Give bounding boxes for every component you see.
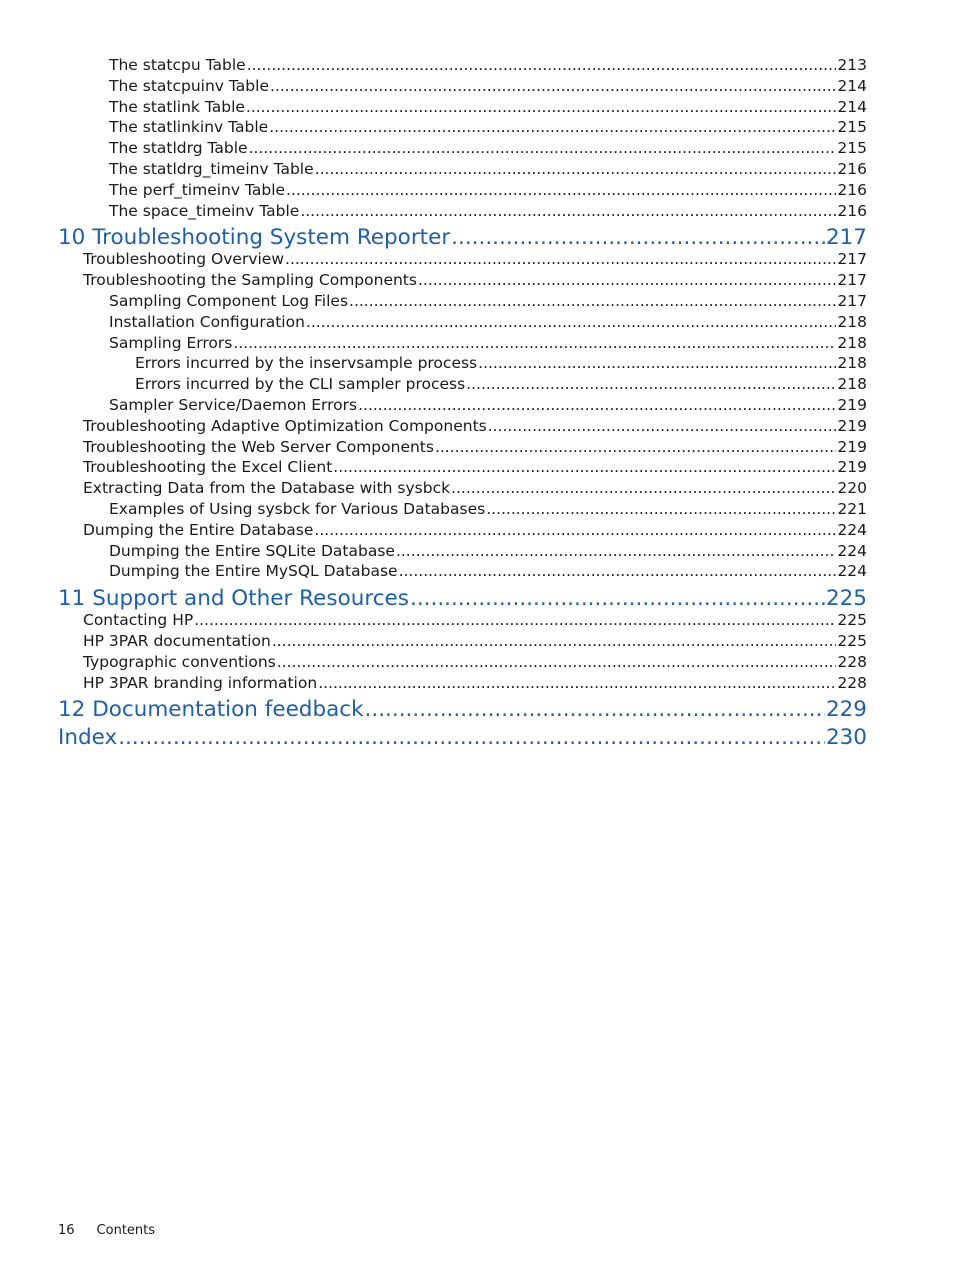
toc-entry[interactable] <box>0 500 954 521</box>
toc-entry[interactable] <box>0 611 954 632</box>
toc-entry-page: 218 <box>837 354 867 373</box>
toc-leader-dots <box>358 396 836 414</box>
toc-entry[interactable] <box>0 438 954 459</box>
table-of-contents <box>0 56 954 750</box>
toc-leader-dots <box>396 542 836 560</box>
toc-leader-dots <box>435 438 836 456</box>
toc-entry-page: 218 <box>837 312 867 331</box>
toc-leader-dots <box>349 292 836 310</box>
toc-leader-dots <box>249 139 837 157</box>
toc-entry-title: The statcpu Table <box>109 56 246 74</box>
toc-entry[interactable] <box>0 396 954 417</box>
toc-entry-page: 219 <box>837 437 867 456</box>
toc-leader-dots <box>365 697 825 722</box>
toc-entry-title: Dumping the Entire Database <box>83 520 314 539</box>
toc-entry[interactable] <box>0 181 954 202</box>
toc-entry[interactable] <box>0 479 954 500</box>
toc-entry-page: 216 <box>837 201 867 220</box>
toc-entry-title: HP 3PAR documentation <box>83 631 271 650</box>
toc-entry[interactable] <box>0 674 954 695</box>
toc-entry-title: Troubleshooting Overview <box>83 250 285 269</box>
toc-entry-page: 230 <box>825 725 867 751</box>
toc-entry-page: 214 <box>837 97 867 116</box>
toc-entry-page: 216 <box>837 159 867 178</box>
toc-entry[interactable] <box>0 375 954 396</box>
toc-leader-dots <box>418 271 836 289</box>
toc-entry[interactable] <box>0 562 954 583</box>
toc-entry-page: 214 <box>837 76 867 95</box>
toc-leader-dots <box>399 562 837 580</box>
toc-leader-dots <box>277 653 837 671</box>
toc-entry-title: The statlinkinv Table <box>109 118 269 137</box>
toc-entry-page: 228 <box>837 673 867 692</box>
toc-entry-title: Index <box>58 725 118 751</box>
toc-entry[interactable] <box>0 98 954 119</box>
toc-leader-dots <box>194 611 836 629</box>
toc-entry-page: 215 <box>837 139 867 158</box>
toc-entry-title: The statlink Table <box>109 97 245 116</box>
toc-leader-dots <box>451 479 836 497</box>
toc-entry-title: 12 Documentation feedback <box>58 697 364 723</box>
page-footer <box>58 1223 155 1238</box>
toc-entry-page: 225 <box>837 611 867 630</box>
toc-entry[interactable] <box>0 521 954 542</box>
toc-entry-title: Sampler Service/Daemon Errors <box>109 395 358 414</box>
toc-entry-page: 229 <box>825 697 867 723</box>
toc-entry-title: Troubleshooting Adaptive Optimization Components <box>83 416 487 435</box>
toc-entry-page: 224 <box>837 562 867 581</box>
toc-leader-dots <box>246 98 837 116</box>
toc-entry-title: Troubleshooting the Sampling Components <box>83 271 417 290</box>
toc-entry[interactable] <box>0 334 954 355</box>
toc-entry[interactable] <box>0 250 954 271</box>
toc-entry-title: Typographic conventions <box>83 652 276 671</box>
toc-leader-dots <box>315 160 837 178</box>
toc-leader-dots <box>451 225 825 250</box>
toc-entry[interactable] <box>0 139 954 160</box>
toc-entry-page: 217 <box>825 225 867 251</box>
toc-entry-title: Installation Configuration <box>109 312 305 331</box>
toc-entry[interactable] <box>0 542 954 563</box>
toc-leader-dots <box>478 354 836 372</box>
toc-entry-page: 216 <box>837 180 867 199</box>
toc-chapter-entry[interactable] <box>0 692 954 722</box>
footer-page-number: 16 <box>58 1223 75 1238</box>
toc-leader-dots <box>272 632 837 650</box>
toc-entry-page: 224 <box>837 520 867 539</box>
toc-entry-page: 225 <box>825 586 867 612</box>
toc-entry[interactable] <box>0 354 954 375</box>
toc-entry-title: Sampling Errors <box>109 333 233 352</box>
footer-section-title: Contents <box>96 1223 156 1238</box>
toc-entry-page: 225 <box>837 631 867 650</box>
toc-entry-title: Errors incurred by the inservsample process <box>135 354 478 373</box>
toc-entry-title: The perf_timeinv Table <box>109 180 286 199</box>
toc-chapter-entry[interactable] <box>0 581 954 611</box>
toc-leader-dots <box>270 77 836 95</box>
toc-entry-page: 218 <box>837 333 867 352</box>
toc-chapter-entry[interactable] <box>0 220 954 250</box>
toc-entry-title: 10 Troubleshooting System Reporter <box>58 225 451 251</box>
toc-leader-dots <box>318 674 836 692</box>
toc-entry[interactable] <box>0 417 954 438</box>
toc-entry-title: Extracting Data from the Database with sysbck <box>83 479 451 498</box>
toc-leader-dots <box>118 725 825 750</box>
toc-entry-title: Contacting HP <box>83 611 194 630</box>
toc-entry-title: Dumping the Entire MySQL Database <box>109 562 398 581</box>
toc-entry-title: Examples of Using sysbck for Various Databases <box>109 499 486 518</box>
toc-entry-title: Troubleshooting the Web Server Components <box>83 437 434 456</box>
toc-leader-dots <box>333 458 836 476</box>
toc-leader-dots <box>247 56 837 74</box>
toc-leader-dots <box>410 586 825 611</box>
toc-entry[interactable] <box>0 118 954 139</box>
toc-entry-page: 219 <box>837 416 867 435</box>
toc-entry-page: 220 <box>837 479 867 498</box>
toc-chapter-entry[interactable] <box>0 720 954 750</box>
toc-entry-page: 224 <box>837 541 867 560</box>
toc-entry[interactable] <box>0 202 954 223</box>
toc-entry-page: 217 <box>837 271 867 290</box>
toc-entry-page: 217 <box>837 250 867 269</box>
toc-entry[interactable] <box>0 77 954 98</box>
toc-entry-title: HP 3PAR branding information <box>83 673 318 692</box>
toc-entry-title: The statldrg Table <box>109 139 248 158</box>
toc-entry[interactable] <box>0 313 954 334</box>
toc-leader-dots <box>285 250 836 268</box>
toc-entry-title: Sampling Component Log Files <box>109 291 349 310</box>
toc-entry-title: Dumping the Entire SQLite Database <box>109 541 395 560</box>
toc-entry[interactable] <box>0 653 954 674</box>
toc-leader-dots <box>233 334 836 352</box>
toc-entry-page: 217 <box>837 291 867 310</box>
toc-entry-title: The statcpuinv Table <box>109 76 269 95</box>
toc-leader-dots <box>466 375 836 393</box>
toc-leader-dots <box>314 521 836 539</box>
toc-entry-page: 228 <box>837 652 867 671</box>
toc-entry-page: 218 <box>837 375 867 394</box>
toc-entry[interactable] <box>0 458 954 479</box>
toc-entry[interactable] <box>0 271 954 292</box>
toc-leader-dots <box>488 417 837 435</box>
toc-entry-title: Troubleshooting the Excel Client <box>83 458 333 477</box>
toc-entry-title: Errors incurred by the CLI sampler process <box>135 375 466 394</box>
toc-leader-dots <box>269 118 836 136</box>
toc-entry[interactable] <box>0 632 954 653</box>
toc-entry[interactable] <box>0 292 954 313</box>
toc-entry-page: 213 <box>837 56 867 74</box>
toc-entry-title: The statldrg_timeinv Table <box>109 159 314 178</box>
toc-entry-page: 219 <box>837 458 867 477</box>
toc-entry-page: 215 <box>837 118 867 137</box>
toc-entry[interactable] <box>0 160 954 181</box>
toc-leader-dots <box>286 181 836 199</box>
toc-leader-dots <box>306 313 837 331</box>
toc-entry[interactable] <box>0 56 954 77</box>
toc-leader-dots <box>486 500 836 518</box>
toc-entry-page: 219 <box>837 395 867 414</box>
toc-leader-dots <box>300 202 836 220</box>
toc-entry-title: 11 Support and Other Resources <box>58 586 409 612</box>
toc-entry-page: 221 <box>837 499 867 518</box>
toc-entry-title: The space_timeinv Table <box>109 201 300 220</box>
